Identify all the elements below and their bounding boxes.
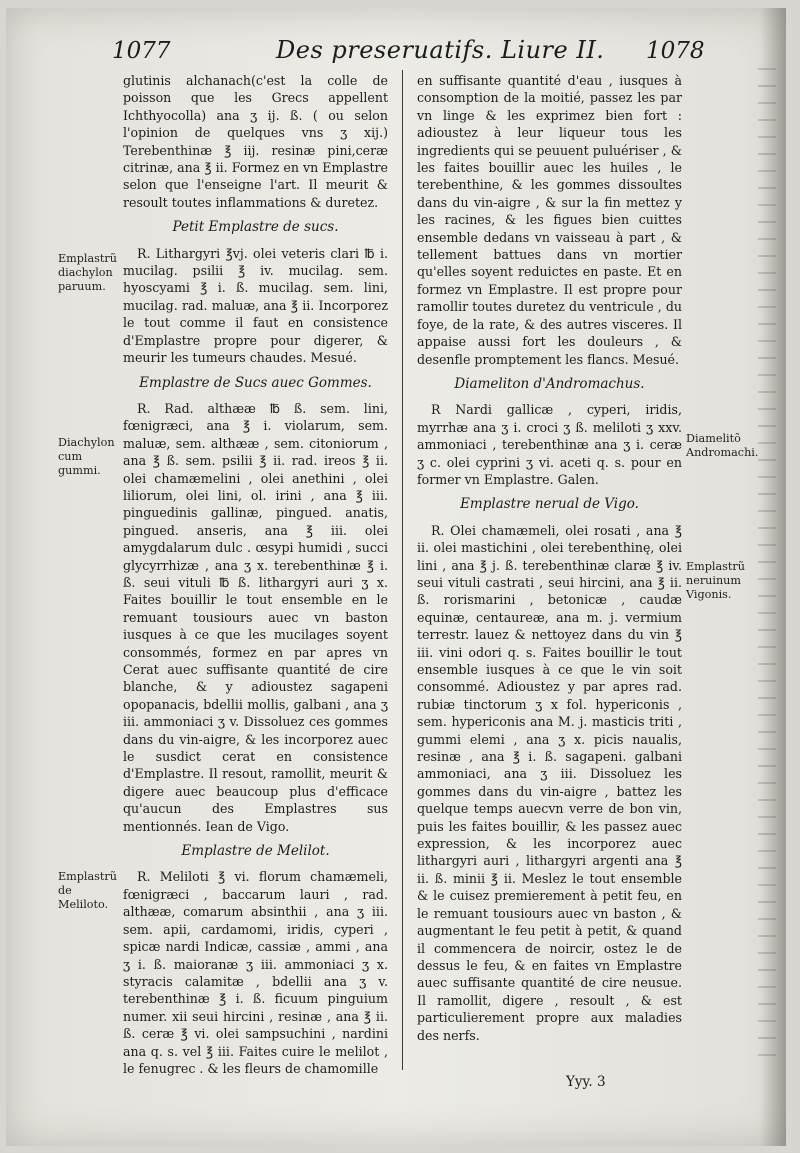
column-divider [402,70,403,1070]
running-title: Des preseruatifs. Liure II. [276,36,605,64]
book-page [6,8,786,1146]
paragraph-intro: glutinis alchanach(c'est la colle de poisson que les Grecs appellent Ichthyocolla) ana ʒ ij. ß. ( ou selon l'opinion de quelques vns ʒ xij.) Terebenthinæ ℥ iij. resinæ pini,ceræ citrinæ, ana ℥ ii. Formez en vn Emplastre selon que l'enseigne l'art. Il meurit & resoult toutes inflammations & duretez. [123,73,388,210]
left-column [123,72,388,1079]
margin-note-neruinum: Emplastrũ neruinum Vigonis. [686,560,745,601]
heading-nerual-vigo: Emplastre nerual de Vigo. [460,496,639,513]
margin-note-meliloto: Emplastrũ de Meliloto. [58,870,117,911]
heading-sucs-gommes: Emplastre de Sucs auec Gommes. [139,374,372,391]
margin-note-diachylon-paruum: Emplastrũ diachylon paruum. [58,252,117,293]
paragraph-nerual-vigo: R. Olei chamæmeli, olei rosati , ana ℥ ii. olei mastichini , olei terebenthinę, olei lini , ana ℥ j. ß. terebenthinæ claræ ℥ iv. seui vituli castrati , seui hircini, ana ℥ ii. ß. rorismarini , betonicæ , caudæ equinæ, centaureæ, ana m. j. vermium terrestr. lauez & nettoyez dans du vin ℥ iii. vini odori q. s. Faites bouillir le tout ensemble iusques à ce que le vin soit consommé. Adioustez y par apres rad. rubiæ tinctorum ʒ x fol. hypericonis , sem. hypericonis ana M. j. masticis triti , gummi elemi , ana ʒ x. picis naualis, resinæ , ana ℥ i. ß. sagapeni. galbani ammoniaci, ana ʒ iii. Dissoluez les gommes dans du vin-aigre , battez les quelque temps auecvn verre de bon vin, puis les faites bouillir, & les passez auec expression, & les incorporez auec lithargyri auri , lithargyri argenti ana ℥ ii. ß. minii ℥ ii. Meslez le tout ensemble & le cuisez premierement à petit feu, en le remuant tousiours auec vn baston , & augmentant le feu petit à petit, & quand il commencera de noircir, ostez le de dessus le feu, & en faites vn Emplastre auec suffisante quantité de cire neusue. Il ramollit, digere , resoult , & est particulierement propre aux maladies des nerfs. [417,522,682,1043]
paragraph-diameliton: R Nardi gallicæ , cyperi, iridis, myrrhæ ana ʒ i. croci ʒ ß. meliloti ʒ xxv. ammoniaci , terebenthinæ ana ʒ i. ceræ ʒ c. olei cyprini ʒ vi. aceti q. s. pour en former vn Emplastre. Galen. [417,402,682,487]
bleed-through-edge [758,68,776,1068]
catchword-signature: Yyy. 3 [566,1074,606,1090]
paragraph-petit-emplastre: R. Lithargyri ℥vj. olei veteris clari ℔ i. mucilag. psilii ℥ iv. mucilag. sem. hyoscyami ℥ i. ß. mucilag. sem. lini, mucilag. rad. maluæ, ana ℥ ii. Incorporez le tout comme il faut en consistence d'Emplastre propre pour digerer, & meurir les tumeurs chaudes. Mesué. [123,245,388,366]
page-number-left: 1077 [112,38,171,64]
right-column [417,72,682,1046]
paragraph-melilot: R. Meliloti ℥ vi. florum chamæmeli, fœnigræci , baccarum lauri , rad. althææ, comarum absinthii , ana ʒ iii. sem. apii, cardamomi, iridis, cyperi , spicæ nardi Indicæ, cassiæ , ammi , ana ʒ i. ß. maioranæ ʒ iii. ammoniaci ʒ x. styracis calamitæ , bdellii ana ʒ v. terebenthinæ ℥ i. ß. ficuum pinguium numer. xii seui hircini , resinæ , ana ℥ ii. ß. ceræ ℥ vi. olei sampsuchini , nardini ana q. s. vel ℥ iii. Faites cuire le melilot , le fenugrec . & les fleurs de chamomille [123,869,388,1076]
heading-diameliton: Diameliton d'Andromachus. [454,375,645,392]
margin-note-diameliton: Diamelitõ Andromachi. [686,432,759,459]
paragraph-sucs-gommes: R. Rad. althææ ℔ ß. sem. lini, fœnigræci, ana ℥ i. violarum, sem. maluæ, sem. althææ , sem. citoniorum , ana ℥ ß. sem. psilii ℥ ii. rad. ireos ℥ ii. olei chamæmelini , olei anethini , olei liliorum, olei lini, ol. irini , ana ℥ iii. pinguedinis gallinæ, pingued. anatis, pingued. anseris, ana ℥ iii. olei amygdalarum dulc . œsypi humidi , succi glycyrrhizæ , ana ʒ x. terebenthinæ ℥ i. ß. seui vituli ℔ ß. lithargyri auri ʒ x. Faites bouillir le tout ensemble en le remuant tousiours auec vn baston iusques à ce que les mucilages soyent consommés, formez en par apres vn Cerat auec suffisante quantité de cire blanche, & y adioustez sagapeni opopanacis, bdellii mollis, galbani , ana ʒ iii. ammoniaci ʒ v. Dissoluez ces gommes dans du vin-aigre, & les incorporez auec le susdict cerat en consistence d'Emplastre. Il resout, ramollit, meurit & digere auec beaucoup plus d'efficace qu'aucun des Emplastres sus mentionnés. Iean de Vigo. [123,400,388,834]
heading-melilot: Emplastre de Melilot. [181,843,330,860]
heading-petit-emplastre: Petit Emplastre de sucs. [172,219,339,236]
page-number-right: 1078 [646,38,705,64]
paragraph-continuation: en suffisante quantité d'eau , iusques à consomption de la moitié, passez les par vn linge & les exprimez bien fort : adioustez à leur liqueur tous les ingredients qui se peuuent puluériser , & les faites bouillir auec les huiles , le terebenthine, & les gommes dissoultes dans du vin-aigre , & sur la fin mettez y les racines, & les figues bien cuittes ensemble dedans vn vaisseau à part , & tellement battues dans vn mortier qu'elles soyent reduictes en paste. Et en formez vn Emplastre. Il est propre pour ramollir toutes duretez du ventricule , du foye, de la rate, & des autres visceres. Il appaise aussi fort les douleurs , & desenfle promptement les flancs. Mesué. [417,73,682,367]
margin-note-diachylon-gummi: Diachylon cum gummi. [58,436,115,477]
